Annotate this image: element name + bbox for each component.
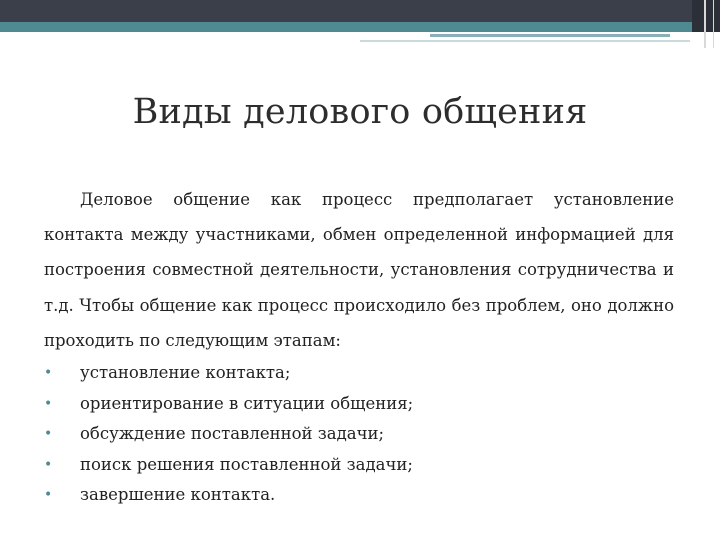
bullet-item (44, 389, 674, 420)
bullet-item (44, 419, 674, 450)
bullet-icon: • (44, 487, 53, 504)
bullet-text: обсуждение поставленной задачи; (80, 424, 385, 444)
slide-paragraph (44, 182, 674, 358)
bullet-item (44, 480, 674, 511)
bullet-icon: • (44, 456, 53, 473)
bullet-item (44, 358, 674, 389)
bullet-text: установление контакта; (80, 363, 291, 382)
bullet-icon: • (44, 426, 53, 443)
bullet-text: завершение контакта. (80, 485, 276, 505)
header-vertical-line (704, 0, 706, 48)
header-corner-accent (692, 0, 720, 32)
paragraph-text: Деловое общение как процесс предполагает установление контакта между участниками, обмен определенной информацией для построения совместной деятельности, установления сотрудничества и т.д. Чтобы общение как процесс происходило без проблем, оно должно проходить по следующим этапам: (44, 190, 674, 350)
header-decor-line-thin (360, 40, 690, 42)
bullet-icon: • (44, 395, 53, 412)
header-dark-bar (0, 0, 720, 22)
header-decor-line (430, 34, 670, 37)
header-vertical-line-thin (713, 0, 714, 48)
bullet-text: ориентирование в ситуации общения; (80, 393, 414, 413)
header-teal-stripe (0, 22, 720, 32)
slide-title: Виды делового общения (132, 92, 588, 132)
bullet-text: поиск решения поставленной задачи; (80, 454, 413, 474)
bullet-icon: • (44, 365, 53, 381)
bullet-list (44, 358, 674, 511)
bullet-item (44, 450, 674, 481)
